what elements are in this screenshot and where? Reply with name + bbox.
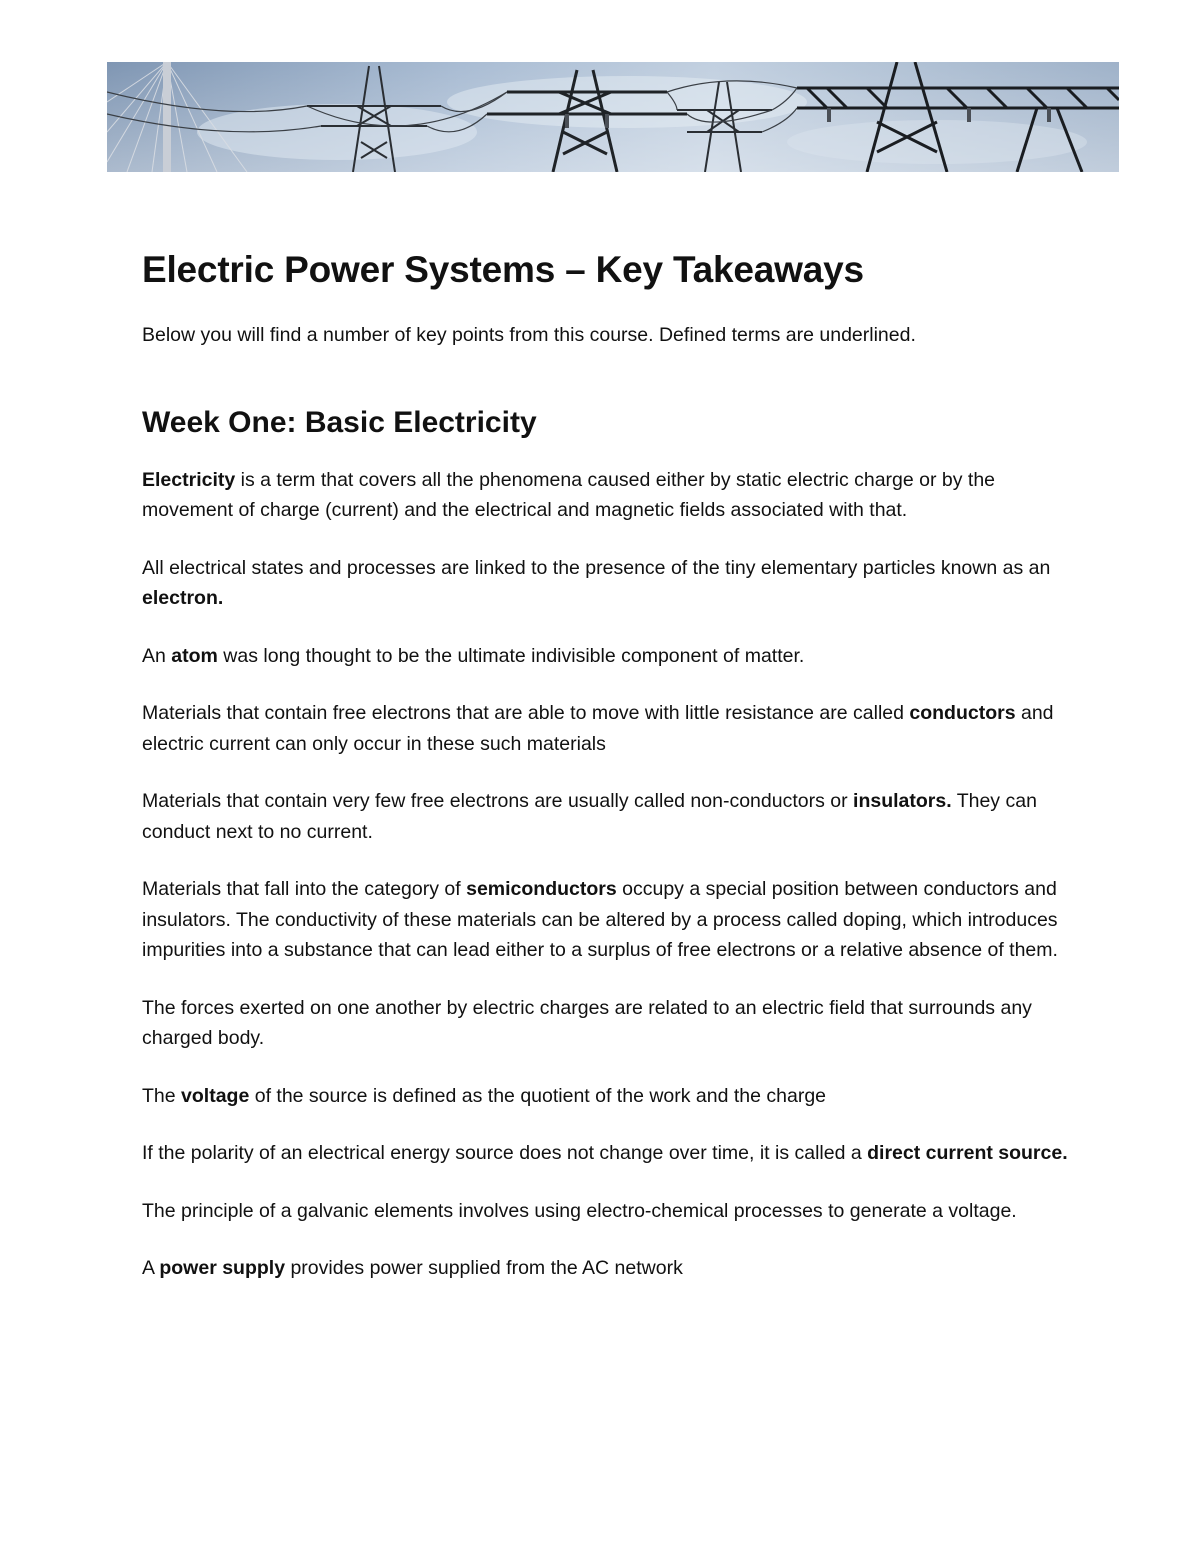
intro-text: Below you will find a number of key points from this course. Defined terms are underlined. [142, 324, 916, 346]
paragraph-text: All electrical states and processes are linked to the presence of the tiny elementary particles known as an [142, 556, 1051, 579]
defined-term: voltage [181, 1084, 250, 1107]
paragraph-text: Materials that contain free electrons that are able to move with little resistance are called [142, 702, 910, 724]
paragraph-text: and electric current can only occur in these such materials [142, 702, 1054, 755]
paragraph-text: was long thought to be the ultimate indivisible component of matter. [217, 644, 805, 667]
document-body [142, 248, 1072, 1284]
paragraph-text: The [142, 1084, 182, 1107]
paragraph-electricity [142, 465, 1072, 526]
paragraph-semiconductors [142, 874, 1072, 966]
defined-term: atom [171, 644, 218, 667]
page-title: Electric Power Systems – Key Takeaways [142, 249, 864, 290]
paragraph-text: A [142, 1257, 160, 1279]
defined-term: direct current source. [867, 1142, 1068, 1164]
defined-term: power supply [159, 1257, 286, 1279]
paragraph-conductors [142, 698, 1072, 759]
paragraph-text: The principle of a galvanic elements involves using electro-chemical processes to generate a voltage. [142, 1199, 1017, 1222]
paragraph-power-supply [142, 1253, 1072, 1284]
defined-term: insulators. [853, 790, 952, 812]
paragraph-text: provides power supplied from the AC network [285, 1257, 683, 1279]
paragraph-electron [142, 553, 1072, 614]
paragraph-text: is a term that covers all the phenomena caused either by static electric charge or by the movement of charge (current) and the electrical and magnetic fields associated with that. [142, 468, 996, 521]
paragraph-text: If the polarity of an electrical energy source does not change over time, it is called a [142, 1142, 868, 1164]
paragraph-text: Materials that contain very few free electrons are usually called non-conductors or [142, 790, 854, 812]
paragraph-text: occupy a special position between conductors and insulators. The conductivity of these materials can be altered by a process called doping, which introduces impurities into a substance that can lead either to a surplus of free electrons or a relative absence of them. [142, 878, 1058, 961]
paragraph-insulators [142, 786, 1072, 847]
defined-term: electron. [142, 587, 224, 609]
paragraph-text: Materials that fall into the category of [142, 878, 467, 900]
defined-term: semiconductors [466, 878, 617, 900]
paragraph-text: The forces exerted on one another by electric charges are related to an electric field that surrounds any charged body. [142, 996, 1032, 1049]
section-heading: Week One: Basic Electricity [142, 405, 537, 439]
paragraph-atom [142, 641, 1072, 672]
paragraph-text: An [142, 644, 172, 667]
paragraph-voltage [142, 1081, 1072, 1112]
header-banner-image [107, 62, 1119, 172]
power-lines-photo-icon [107, 62, 1119, 172]
paragraph-galvanic [142, 1196, 1072, 1227]
paragraph-electric-field [142, 993, 1072, 1054]
paragraph-text: They can conduct next to no current. [142, 790, 1037, 843]
paragraph-direct-current [142, 1138, 1072, 1169]
paragraph-text: of the source is defined as the quotient of the work and the charge [249, 1084, 827, 1107]
defined-term: Electricity [142, 468, 236, 491]
defined-term: conductors [909, 702, 1016, 724]
